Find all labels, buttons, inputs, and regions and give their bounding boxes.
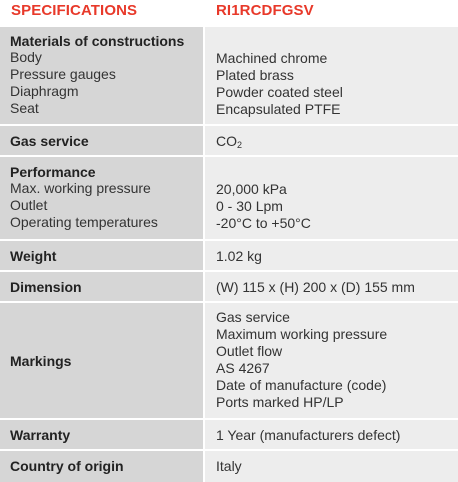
row-value: Powder coated steel: [216, 84, 343, 100]
spec-row-performance: [0, 157, 458, 241]
row-heading: Dimension: [10, 279, 82, 295]
row-label: Operating temperatures: [10, 214, 158, 230]
row-label: Seat: [10, 100, 39, 116]
spec-row-country-of-origin: [0, 451, 458, 482]
row-label: Pressure gauges: [10, 66, 116, 82]
row-label: Max. working pressure: [10, 180, 151, 196]
spec-header-title: SPECIFICATIONS: [11, 2, 138, 19]
row-heading: Country of origin: [10, 458, 124, 474]
row-value: Machined chrome: [216, 50, 328, 66]
row-value: -20°C to +50°C: [216, 215, 311, 231]
row-heading: Warranty: [10, 427, 71, 443]
row-value: Date of manufacture (code): [216, 377, 387, 393]
row-value: Italy: [216, 458, 242, 474]
row-heading: Performance: [10, 164, 96, 180]
row-label: Outlet: [10, 197, 48, 213]
row-value: 0 - 30 Lpm: [216, 198, 283, 214]
spec-row-dimension: [0, 272, 458, 303]
spec-row-markings: [0, 303, 458, 420]
gas-formula-subscript: 2: [237, 140, 243, 150]
row-heading: Weight: [10, 248, 57, 264]
spec-row-weight: [0, 241, 458, 272]
row-value: (W) 115 x (H) 200 x (D) 155 mm: [216, 279, 415, 295]
row-value: Outlet flow: [216, 343, 283, 359]
row-value: Encapsulated PTFE: [216, 101, 341, 117]
row-label: Diaphragm: [10, 83, 79, 99]
row-label: Body: [10, 49, 42, 65]
spec-row-gas-service: [0, 126, 458, 157]
row-value: 1 Year (manufacturers defect): [216, 427, 401, 443]
row-value: Plated brass: [216, 67, 294, 83]
row-heading: Markings: [10, 353, 72, 369]
row-value: [216, 133, 242, 154]
row-value: 1.02 kg: [216, 248, 262, 264]
row-value: 20,000 kPa: [216, 181, 287, 197]
row-heading: Gas service: [10, 133, 89, 149]
spec-header-model: RI1RCDFGSV: [216, 2, 314, 19]
row-value: Ports marked HP/LP: [216, 394, 344, 410]
row-value: Gas service: [216, 309, 290, 325]
spec-row-warranty: [0, 420, 458, 451]
row-value: AS 4267: [216, 360, 270, 376]
row-heading: Materials of constructions: [10, 33, 185, 49]
row-value: Maximum working pressure: [216, 326, 388, 342]
spec-header: [0, 0, 458, 22]
spec-row-materials: [0, 27, 458, 126]
gas-formula: CO: [216, 133, 237, 149]
